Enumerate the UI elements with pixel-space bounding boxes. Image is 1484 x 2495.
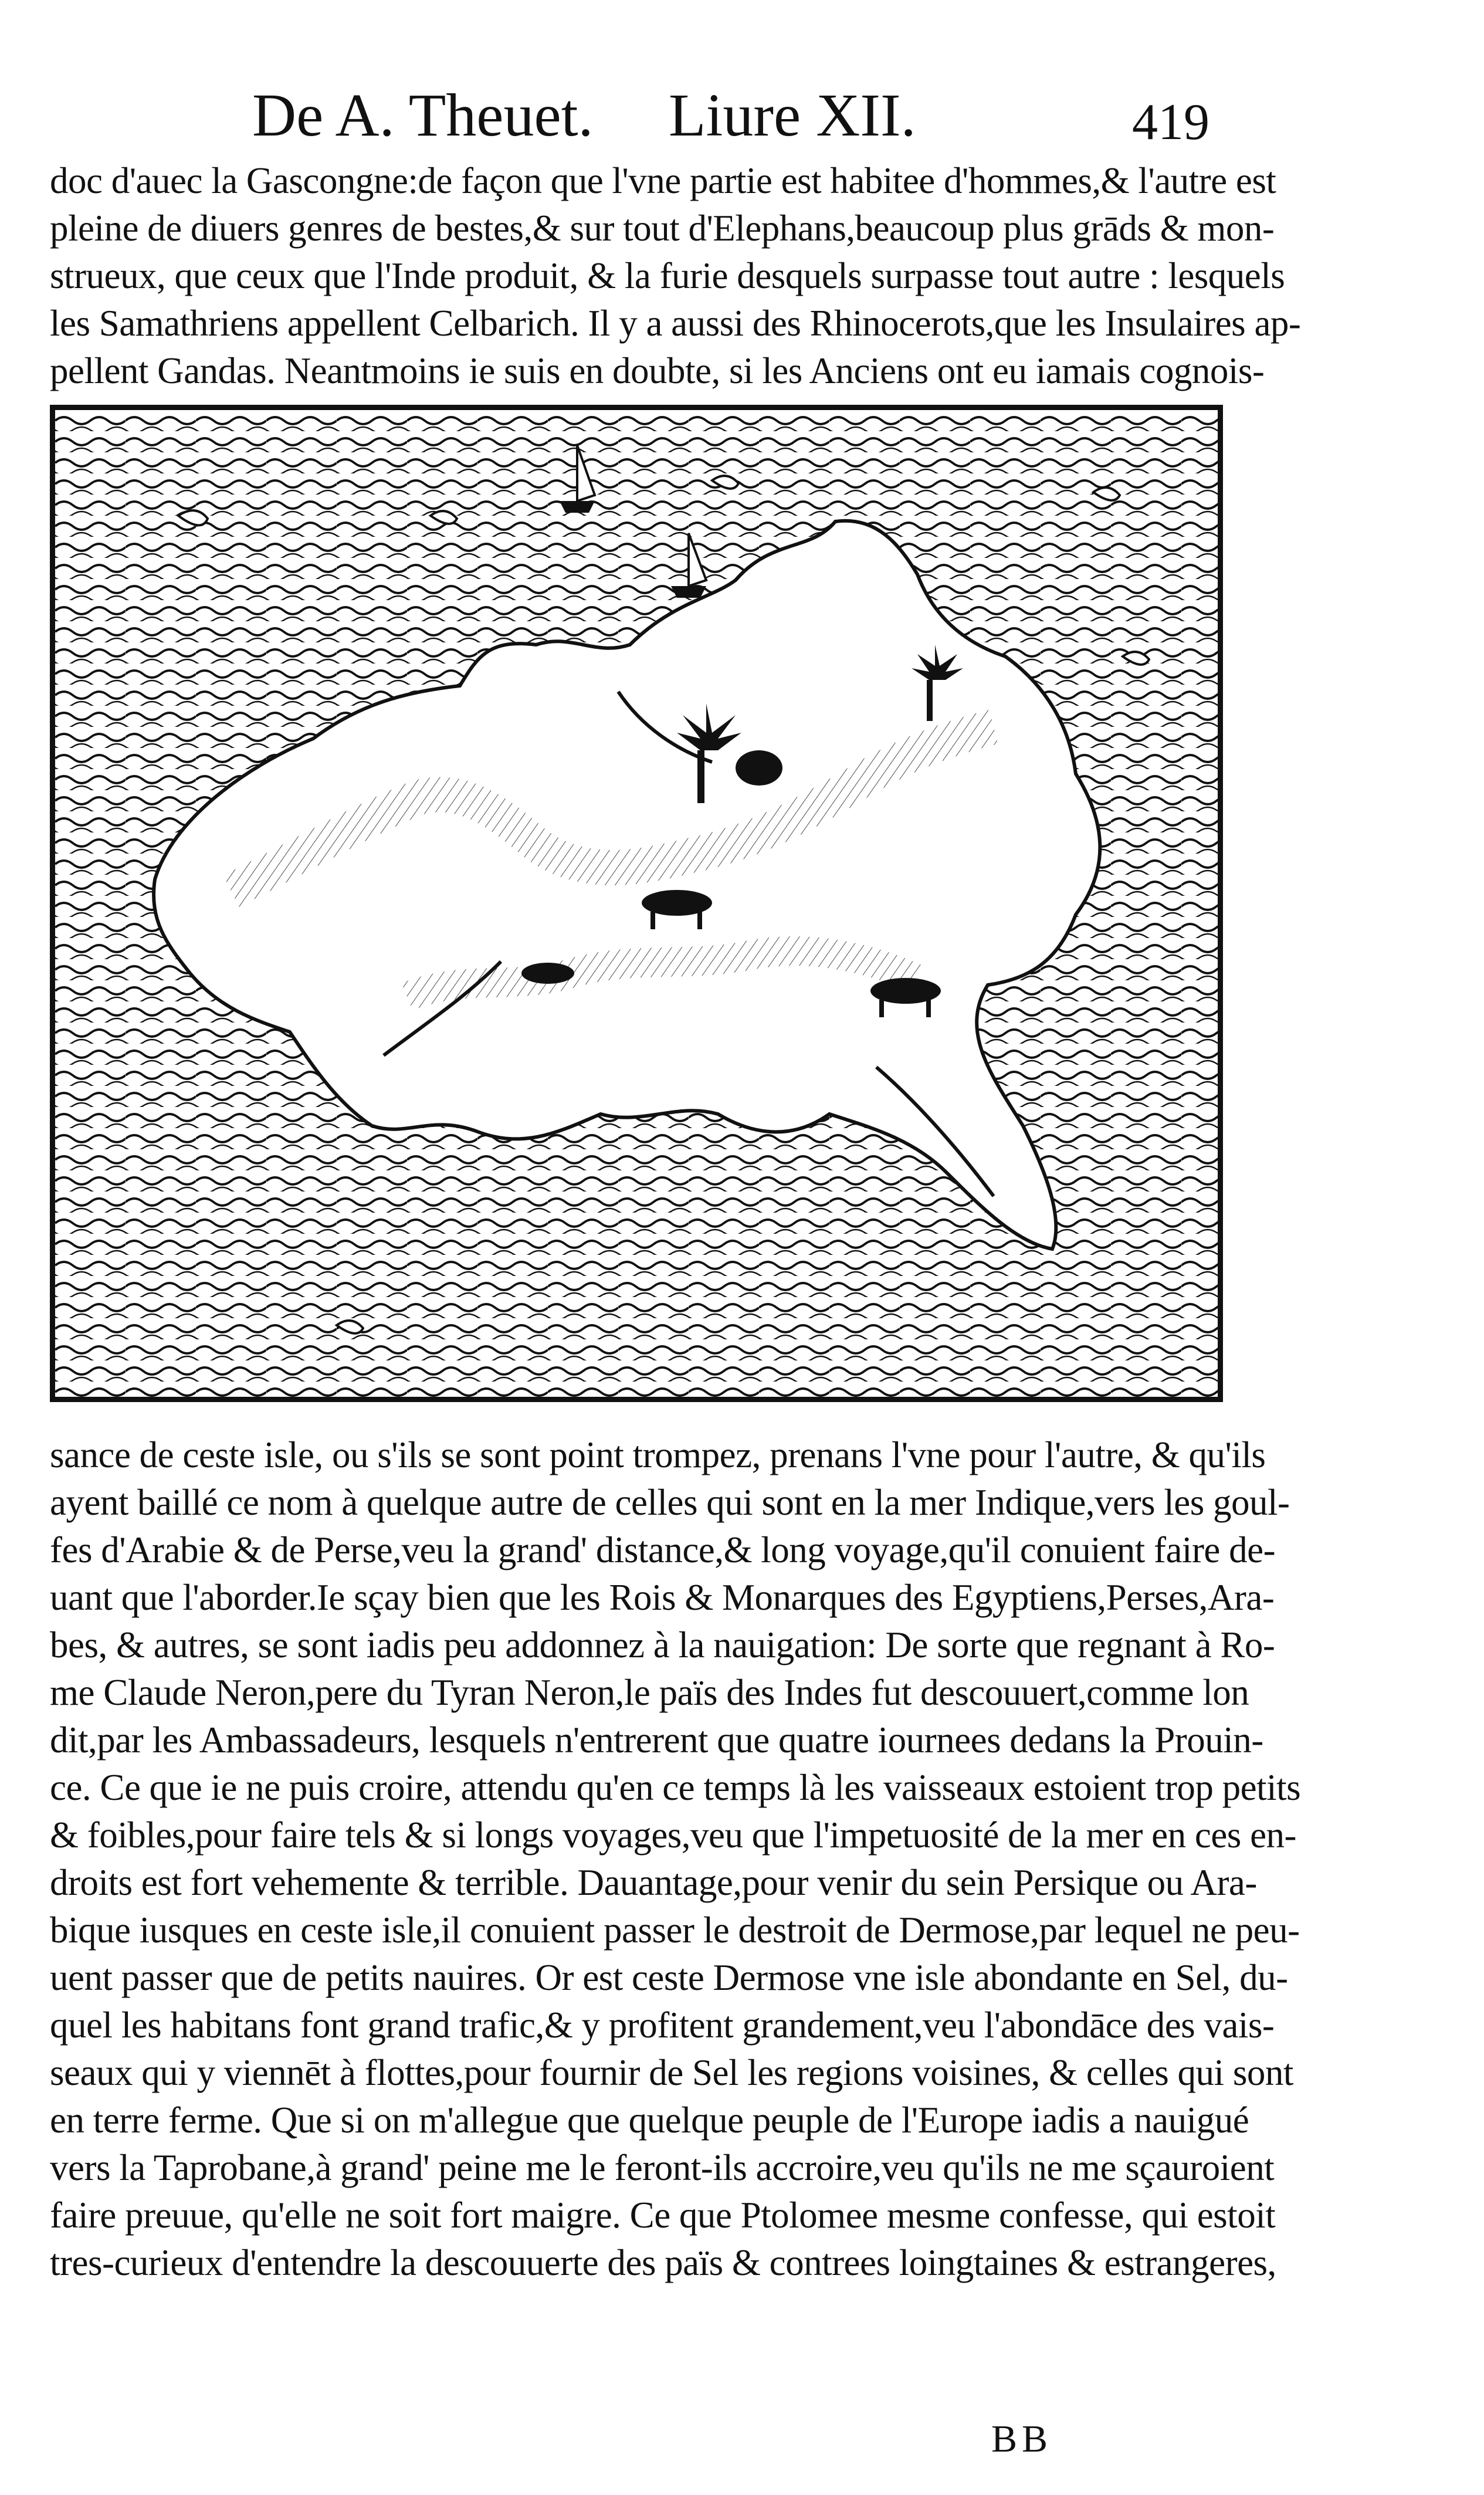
- book-number: Liure XII.: [669, 82, 916, 149]
- text-line: dit,par les Ambassadeurs, lesquels n'entrerent que quatre iournees dedans la Prouin-: [50, 1719, 1263, 1761]
- text-line: ayent baillé ce nom à quelque autre de celles qui sont en la mer Indique,vers les goul-: [50, 1482, 1290, 1523]
- text-line: tres-curieux d'entendre la descouuerte des païs & contrees loingtaines & estrangeres,: [50, 2242, 1276, 2283]
- island-map-illustration: [55, 410, 1218, 1397]
- text-line: ce. Ce que ie ne puis croire, attendu qu'en ce temps là les vaisseaux estoient trop petits: [50, 1767, 1301, 1808]
- running-header: [0, 79, 1484, 155]
- page-number: 419: [1132, 94, 1209, 151]
- text-line: en terre ferme. Que si on m'allegue que quelque peuple de l'Europe iadis a nauigué: [50, 2100, 1249, 2141]
- text-line: uent passer que de petits nauires. Or est ceste Dermose vne isle abondante en Sel, du-: [50, 1957, 1288, 1998]
- text-line: droits est fort vehemente & terrible. Dauantage,pour venir du sein Persique ou Ara-: [50, 1862, 1257, 1903]
- bottom-text-block: [50, 1431, 1301, 2287]
- text-line: & foibles,pour faire tels & si longs voyages,veu que l'impetuosité de la mer en ces en-: [50, 1814, 1297, 1856]
- text-line: bique iusques en ceste isle,il conuient passer le destroit de Dermose,par lequel ne peu-: [50, 1910, 1300, 1951]
- text-line: bes, & autres, se sont iadis peu addonnez à la nauigation: De sorte que regnant à Ro-: [50, 1624, 1275, 1665]
- text-line: les Samathriens appellent Celbarich. Il y a aussi des Rhinocerots,que les Insulaires ap-: [50, 303, 1301, 344]
- text-line: me Claude Neron,pere du Tyran Neron,le païs des Indes fut descouuert,comme lon: [50, 1672, 1249, 1713]
- text-line: faire preuue, qu'elle ne soit fort maigre. Ce que Ptolomee mesme confesse, qui estoit: [50, 2195, 1276, 2236]
- text-line: pleine de diuers genres de bestes,& sur tout d'Elephans,beaucoup plus grāds & mon-: [50, 208, 1275, 249]
- text-line: fes d'Arabie & de Perse,veu la grand' distance,& long voyage,qu'il conuient faire de-: [50, 1529, 1276, 1570]
- running-title: De A. Theuet.: [252, 82, 594, 149]
- text-line: uant que l'aborder.Ie sçay bien que les Rois & Monarques des Egyptiens,Perses,Ara-: [50, 1577, 1275, 1618]
- text-line: strueux, que ceux que l'Inde produit, & la furie desquels surpasse tout autre : lesquels: [50, 255, 1285, 296]
- woodcut-map-of-island-icon: [50, 405, 1223, 1402]
- text-line: vers la Taprobane,à grand' peine me le feront-ils accroire,veu qu'ils ne me sçauroient: [50, 2147, 1275, 2188]
- text-line: quel les habitans font grand trafic,& y profitent grandement,veu l'abondāce des vais-: [50, 2005, 1275, 2046]
- signature-mark: BB: [991, 2418, 1053, 2460]
- text-line: sance de ceste isle, ou s'ils se sont point trompez, prenans l'vne pour l'autre, & qu'ils: [50, 1434, 1266, 1475]
- text-line: pellent Gandas. Neantmoins ie suis en doubte, si les Anciens ont eu iamais cognois-: [50, 350, 1265, 391]
- text-line: seaux qui y viennēt à flottes,pour fournir de Sel les regions voisines, & celles qui sont: [50, 2052, 1293, 2093]
- text-line: doc d'auec la Gascongne:de façon que l'vne partie est habitee d'hommes,& l'autre est: [50, 160, 1276, 201]
- top-text-block: [50, 157, 1301, 395]
